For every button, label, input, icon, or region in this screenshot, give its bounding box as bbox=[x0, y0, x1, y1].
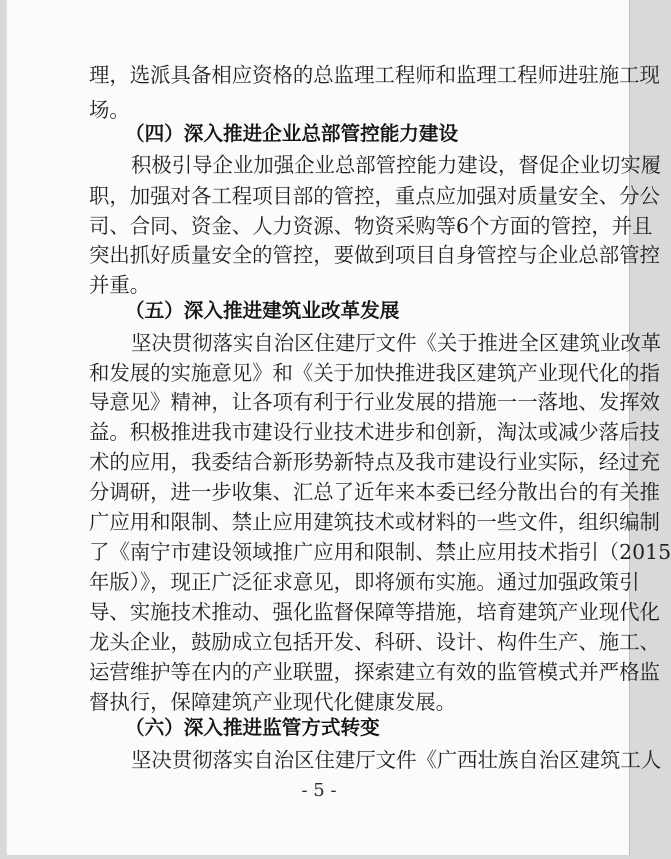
body-line: 术的应用，我委结合新形势新特点及我市建设行业实际，经过充 bbox=[89, 450, 660, 474]
body-line: 司、合同、资金、人力资源、物资采购等6个方面的管控，并且 bbox=[89, 214, 653, 238]
body-line: 龙头企业，鼓励成立包括开发、科研、设计、构件生产、施工、 bbox=[89, 630, 660, 654]
document-page bbox=[6, 0, 671, 855]
body-line: 坚决贯彻落实自治区住建厅文件《关于推进全区建筑业改革 bbox=[131, 331, 662, 355]
body-line: 导意见》精神，让各项有利于行业发展的措施一一落地、发挥效 bbox=[89, 390, 660, 414]
body-line: 年版）》，现正广泛征求意见，即将颁布实施。通过加强政策引 bbox=[89, 570, 640, 594]
body-line: 广应用和限制、禁止应用建筑技术或材料的一些文件，组织编制 bbox=[89, 510, 660, 534]
body-line: 积极引导企业加强企业总部管控能力建设，督促企业切实履 bbox=[131, 153, 662, 177]
body-line: 分调研，进一步收集、汇总了近年来本委已经分散出台的有关推 bbox=[89, 480, 660, 504]
body-line: 并重。 bbox=[89, 273, 151, 297]
body-line: 理，选派具备相应资格的总监理工程师和监理工程师进驻施工现 bbox=[89, 63, 660, 87]
body-line: 突出抓好质量安全的管控，要做到项目自身管控与企业总部管控 bbox=[89, 243, 660, 267]
body-line: 场。 bbox=[89, 98, 130, 122]
section-heading-4: （四）深入推进企业总部管控能力建设 bbox=[125, 122, 459, 145]
body-line: 和发展的实施意见》和《关于加快推进我区建筑产业现代化的指 bbox=[89, 361, 660, 385]
body-line: 督执行，保障建筑产业现代化健康发展。 bbox=[89, 690, 457, 714]
section-heading-6: （六）深入推进监管方式转变 bbox=[125, 716, 380, 739]
body-line: 职，加强对各工程项目部的管控，重点应加强对质量安全、分公 bbox=[89, 184, 660, 208]
body-line: 坚决贯彻落实自治区住建厅文件《广西壮族自治区建筑工人 bbox=[131, 748, 662, 772]
page-number: - 5 - bbox=[301, 780, 337, 801]
body-line: 运营维护等在内的产业联盟，探索建立有效的监管模式并严格监 bbox=[89, 660, 660, 684]
section-heading-5: （五）深入推进建筑业改革发展 bbox=[125, 299, 400, 322]
body-line: 导、实施技术推动、强化监督保障等措施，培育建筑产业现代化 bbox=[89, 600, 660, 624]
body-line: 了《南宁市建设领域推广应用和限制、禁止应用技术指引（2015 bbox=[89, 540, 671, 564]
body-line: 益。积极推进我市建设行业技术进步和创新，淘汰或减少落后技 bbox=[89, 420, 660, 444]
